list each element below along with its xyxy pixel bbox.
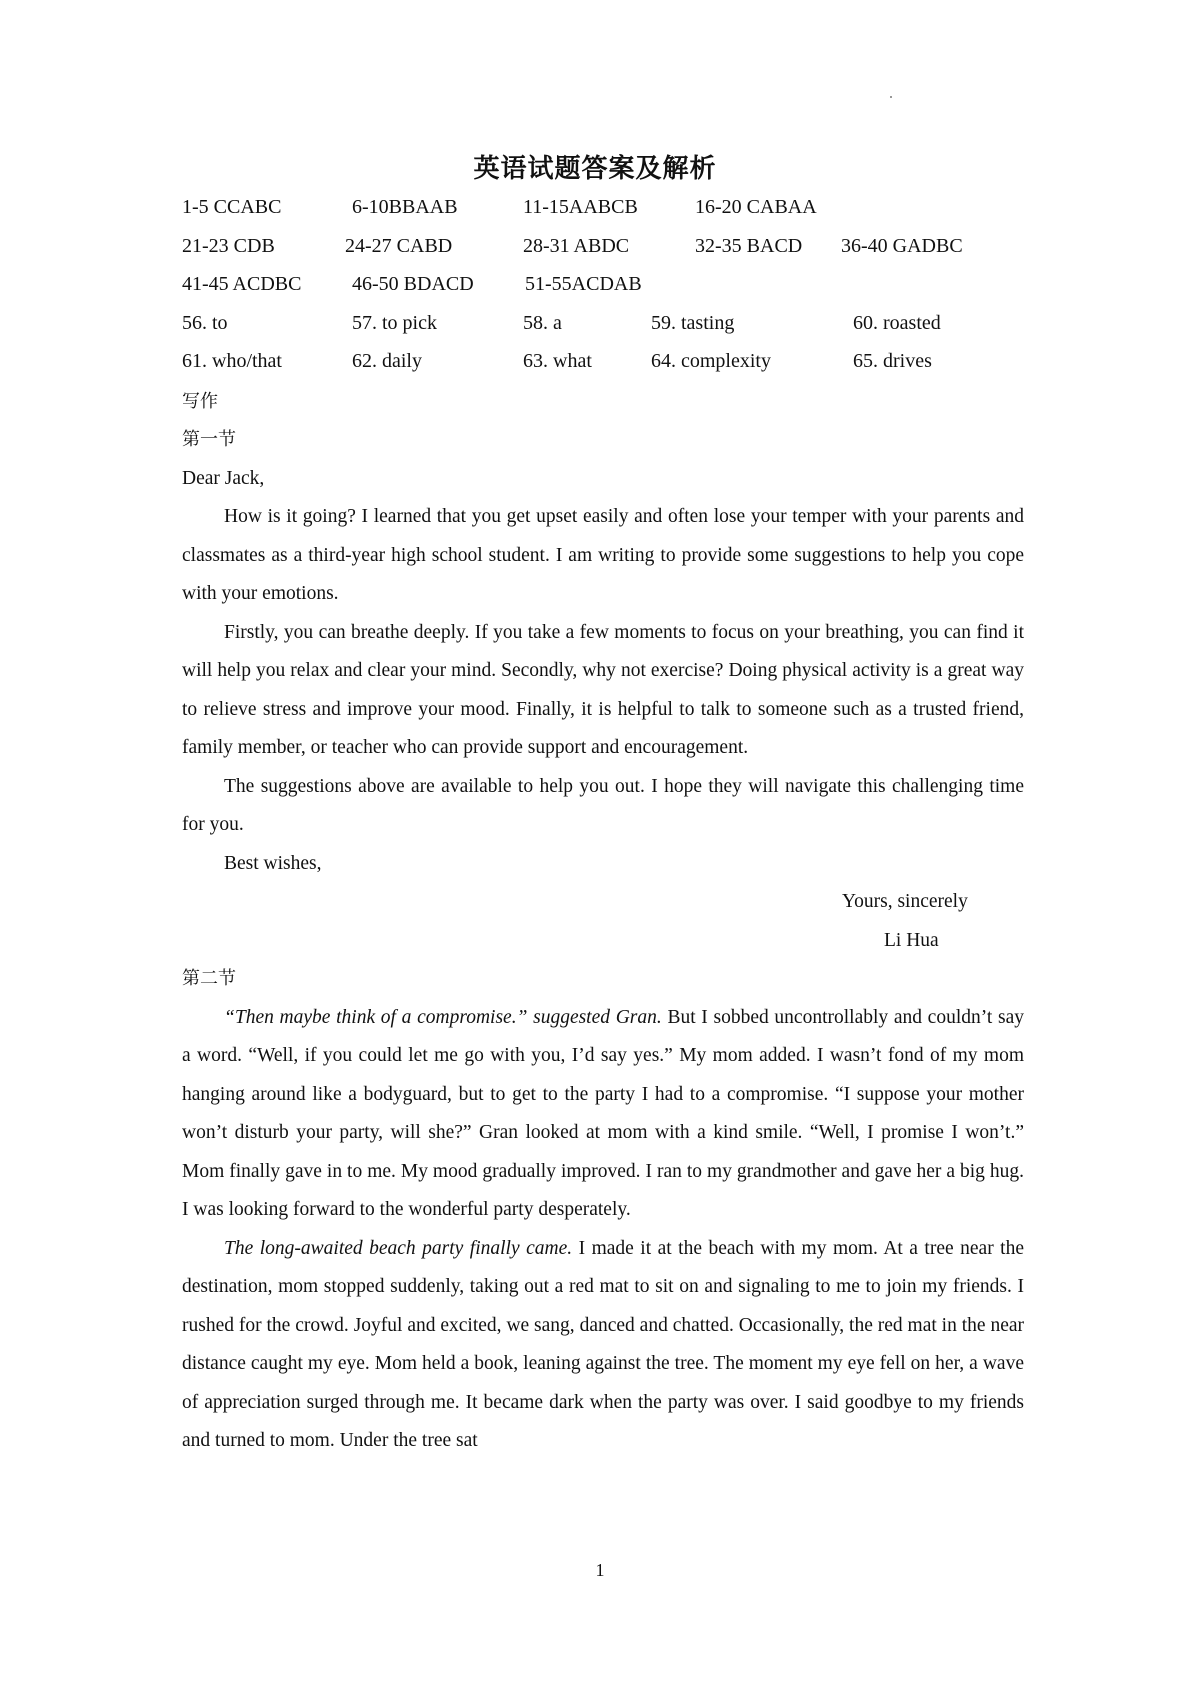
answer-item: 58. a (523, 311, 562, 334)
answer-item: 46-50 BDACD (352, 273, 474, 295)
letter-paragraph-2: Firstly, you can breathe deeply. If you take a few moments to focus on your breathing, you can find it will help you relax and clear your mind. Secondly, why not exercise? Doing physical activity is a great way to relieve stress and improve your mood. Finally, it is helpful to talk to someone such as a trusted friend, family member, or teacher who can provide support and encouragement. (182, 621, 1024, 758)
answer-item: 63. what (523, 350, 592, 372)
document-body (182, 190, 1024, 1461)
answer-item: 11-15AABCB (523, 196, 638, 218)
answer-item: 16-20 CABAA (695, 196, 817, 218)
scan-speck (890, 96, 892, 98)
answer-item: 65. drives (853, 350, 932, 372)
answer-row-2 (182, 229, 1024, 268)
letter-paragraph-3: The suggestions above are available to help you out. I hope they will navigate this challenging time for you. (182, 775, 1024, 835)
answer-item: 56. to (182, 311, 228, 334)
answer-item: 57. to pick (352, 311, 437, 334)
story-paragraph-1 (182, 999, 1024, 1230)
story-text: But I sobbed uncontrollably and couldn’t say a word. “Well, if you could let me go with you, I’d say yes.” My mom added. I wasn’t fond of my mom hanging around like a bodyguard, but to get to the party I had to a compromise. “I suppose your mother won’t disturb your party, will she?” Gran looked at mom with a kind smile. “Well, I promise I won’t.” Mom finally gave in to me. My mood gradually improved. I ran to my grandmother and gave her a big hug. I was looking forward to the wonderful party desperately. (182, 1006, 1024, 1220)
answer-item: 24-27 CABD (345, 234, 453, 257)
story-lead-sentence: “Then maybe think of a compromise.” suggested Gran. (224, 1006, 662, 1028)
letter-sign-off: Yours, sincerely (842, 891, 968, 912)
story-lead-sentence: The long-awaited beach party finally came. (224, 1237, 573, 1259)
answer-item: 36-40 GADBC (841, 234, 963, 257)
letter-salutation: Dear Jack, (182, 467, 265, 489)
answer-row-4 (182, 306, 1024, 345)
page-number: 1 (595, 1560, 605, 1580)
answer-item: 41-45 ACDBC (182, 273, 302, 295)
answer-item: 21-23 CDB (182, 234, 275, 257)
letter-signature: Li Hua (884, 929, 939, 951)
letter-paragraph-1: How is it going? I learned that you get upset easily and often lose your temper with your parents and classmates as a third-year high school student. I am writing to provide some suggestions to help you cope with your emotions. (182, 506, 1024, 604)
answer-item: 64. complexity (651, 350, 771, 372)
section-1-heading: 第一节 (182, 429, 236, 450)
answer-item: 60. roasted (853, 311, 941, 334)
answer-row-5 (182, 344, 1024, 383)
answer-item: 32-35 BACD (695, 234, 803, 257)
answer-item: 28-31 ABDC (523, 234, 630, 257)
answer-item: 1-5 CCABC (182, 196, 282, 218)
page-title: 英语试题答案及解析 (473, 154, 717, 184)
answer-item: 51-55ACDAB (525, 273, 642, 295)
answer-item: 61. who/that (182, 350, 282, 372)
answer-row-3 (182, 267, 1024, 306)
answer-item: 6-10BBAAB (352, 196, 458, 218)
answer-item: 62. daily (352, 350, 422, 372)
section-2-heading: 第二节 (182, 968, 236, 989)
story-text: I made it at the beach with my mom. At a tree near the destination, mom stopped suddenly, taking out a red mat to sit on and signaling to me to join my friends. I rushed for the crowd. Joyful and excited, we sang, danced and chatted. Occasionally, the red mat in the near distance caught my eye. Mom held a book, leaning against the tree. The moment my eye fell on her, a wave of appreciation surged through me. It became dark when the party was over. I said goodbye to my friends and turned to mom. Under the tree sat (182, 1237, 1024, 1451)
answer-row-1 (182, 190, 1024, 229)
story-paragraph-2 (182, 1230, 1024, 1461)
letter-closing: Best wishes, (224, 852, 322, 874)
answer-item: 59. tasting (651, 311, 735, 334)
writing-heading: 写作 (182, 390, 218, 412)
